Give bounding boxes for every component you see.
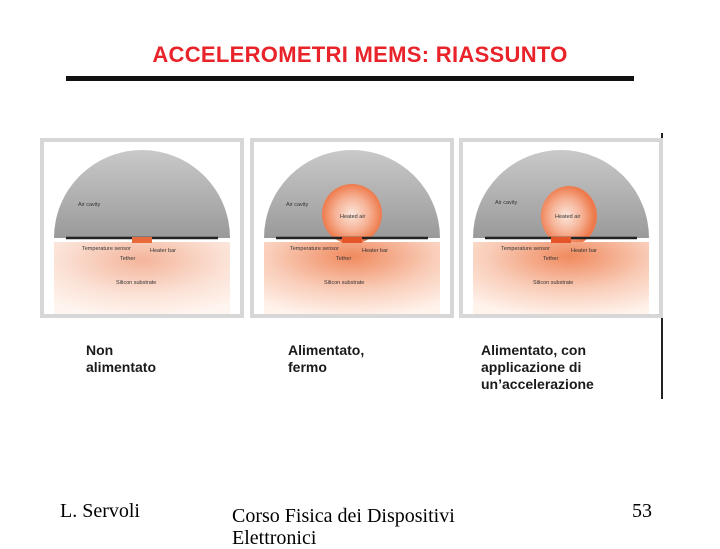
label-air-cavity: Air cavity xyxy=(495,200,518,206)
substrate xyxy=(473,242,649,314)
substrate xyxy=(54,242,230,314)
caption-powered-accelerating: Alimentato, con applicazione di un’accelerazione xyxy=(481,342,594,392)
sensor-diagram-3 xyxy=(459,138,663,318)
label-heater-bar: Heater bar xyxy=(150,248,176,254)
footer-author: L. Servoli xyxy=(60,500,140,522)
footer-course: Corso Fisica dei Dispositivi Elettronici xyxy=(232,505,455,549)
heater-bar xyxy=(132,237,152,243)
sensor-diagram-1 xyxy=(40,138,244,318)
sensor-diagram-2 xyxy=(250,138,454,318)
title-underline xyxy=(66,76,634,81)
label-substrate: Silicon substrate xyxy=(116,280,157,286)
panel-powered-accelerating xyxy=(459,138,663,318)
label-substrate: Silicon substrate xyxy=(533,280,574,286)
footer-page-number: 53 xyxy=(632,500,652,522)
label-heated-air: Heated air xyxy=(555,214,581,220)
label-temp-sensor: Temperature sensor xyxy=(501,246,550,252)
substrate xyxy=(264,242,440,314)
label-temp-sensor: Temperature sensor xyxy=(290,246,339,252)
caption-non-powered: Non alimentato xyxy=(86,342,157,375)
panel-powered-still xyxy=(250,138,454,318)
heater-bar xyxy=(342,237,362,243)
label-substrate: Silicon substrate xyxy=(324,280,365,286)
label-temp-sensor: Temperature sensor xyxy=(82,246,131,252)
heater-bar xyxy=(551,237,571,243)
label-air-cavity: Air cavity xyxy=(286,202,309,208)
label-tether: Tether xyxy=(120,256,136,262)
label-air-cavity: Air cavity xyxy=(78,202,101,208)
caption-powered-still: Alimentato, fermo xyxy=(288,342,365,375)
label-heater-bar: Heater bar xyxy=(362,248,388,254)
slide-title: ACCELEROMETRI MEMS: RIASSUNTO xyxy=(152,42,568,67)
label-heated-air: Heated air xyxy=(340,214,366,220)
panel-non-powered xyxy=(40,138,244,318)
label-heater-bar: Heater bar xyxy=(571,248,597,254)
label-tether: Tether xyxy=(336,256,352,262)
label-tether: Tether xyxy=(543,256,559,262)
